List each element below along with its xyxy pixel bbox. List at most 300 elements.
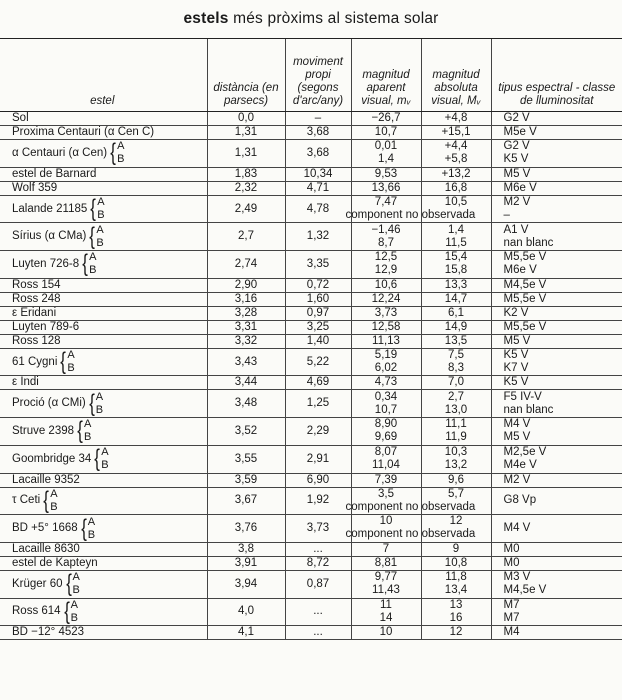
absolute-magnitude-lines: [426, 321, 487, 334]
brace-glyph: {: [94, 445, 101, 473]
absolute-magnitude-cell: [421, 473, 491, 487]
absolute-magnitude-cell: [421, 598, 491, 626]
table-row: [0, 251, 622, 279]
spectral-type-lines: [504, 349, 619, 375]
component-a: A: [97, 196, 105, 209]
spectral-type-value: nan blanc: [503, 236, 554, 249]
absolute-magnitude-cell: [421, 445, 491, 473]
absolute-magnitude-value: 9: [452, 542, 460, 555]
apparent-magnitude-value: 7,39: [374, 473, 398, 486]
proper-motion-cell: 1,92: [285, 487, 351, 515]
proper-motion-cell: 4,69: [285, 376, 351, 390]
absolute-magnitude-lines: [426, 251, 487, 277]
spectral-type-lines: [504, 224, 619, 250]
apparent-magnitude-lines: [356, 488, 417, 501]
component-b: B: [72, 584, 80, 597]
proper-motion-cell: 3,73: [285, 515, 351, 543]
star-name-cell: [0, 626, 207, 640]
absolute-magnitude-cell: [421, 251, 491, 279]
star-name-cell: [0, 126, 207, 140]
spectral-type-cell: [491, 278, 622, 292]
spectral-type-value: F5 IV-V: [503, 390, 542, 403]
apparent-magnitude-value: 11,43: [372, 584, 400, 597]
absolute-magnitude-value: 14,7: [444, 292, 468, 305]
proper-motion-cell: 3,35: [285, 251, 351, 279]
distance-cell: 3,31: [207, 320, 285, 334]
apparent-magnitude-value: 10: [379, 626, 393, 639]
proper-motion-cell: 2,91: [285, 445, 351, 473]
distance-cell: 3,44: [207, 376, 285, 390]
apparent-magnitude-lines: [356, 474, 417, 487]
absolute-magnitude-value: 9,6: [448, 473, 464, 486]
star-name-cell: [0, 376, 207, 390]
star-name: Lacaille 8630: [12, 542, 80, 555]
star-name-cell: [0, 167, 207, 181]
apparent-magnitude-lines: [356, 418, 417, 444]
absolute-magnitude-value: 13,4: [444, 584, 468, 597]
proper-motion-cell: ...: [285, 598, 351, 626]
apparent-magnitude-value: −26,7: [371, 112, 401, 124]
spectral-type-value: G2 V: [503, 112, 530, 124]
absolute-magnitude-value: 13,0: [444, 403, 468, 416]
spectral-type-cell: [491, 376, 622, 390]
spectral-type-lines: [504, 182, 619, 195]
spectral-type-lines: [504, 307, 619, 320]
absolute-magnitude-lines: [426, 488, 487, 501]
spectral-type-lines: [504, 571, 619, 597]
apparent-magnitude-lines: [356, 182, 417, 195]
star-name: Sol: [12, 112, 29, 124]
spectral-type-value: M7: [503, 598, 520, 611]
absolute-magnitude-lines: [426, 126, 487, 139]
spectral-type-value: K5 V: [503, 376, 529, 389]
absolute-magnitude-lines: [426, 391, 487, 417]
star-name: Struve 2398: [12, 424, 75, 437]
apparent-magnitude-lines: [356, 251, 417, 277]
apparent-magnitude-value: −1,46: [371, 223, 401, 236]
spectral-type-value: –: [503, 209, 510, 222]
spectral-type-cell: [491, 181, 622, 195]
apparent-magnitude-cell: [351, 112, 421, 126]
absolute-magnitude-cell: [421, 181, 491, 195]
spectral-type-value: M2,5e V: [503, 446, 547, 459]
spectral-type-value: M0: [503, 542, 520, 555]
apparent-magnitude-value: 8,7: [378, 236, 394, 249]
header-magnitud-aparent: magnitud aparent visual, mᵥ: [351, 39, 421, 112]
component-a: A: [67, 349, 75, 362]
header-magnitud-absoluta: magnitud absoluta visual, Mᵥ: [421, 39, 491, 112]
component-labels: [67, 349, 74, 375]
apparent-magnitude-cell: [351, 376, 421, 390]
spectral-type-cell: [491, 487, 622, 515]
apparent-magnitude-cell: [351, 445, 421, 473]
absolute-magnitude-value: 5,7: [448, 487, 464, 500]
spectral-type-value: M5e V: [503, 126, 537, 138]
brace-glyph: {: [80, 514, 87, 542]
table-row: [0, 515, 622, 543]
star-name: Krüger 60: [12, 577, 63, 590]
spectral-type-cell: [491, 112, 622, 126]
absolute-magnitude-cell: [421, 320, 491, 334]
component-b: B: [101, 459, 109, 472]
spectral-type-cell: [491, 140, 622, 168]
absolute-magnitude-lines: [426, 140, 487, 166]
component-labels: [101, 446, 108, 472]
component-a: A: [72, 571, 80, 584]
absolute-magnitude-value: +4,4: [444, 140, 468, 153]
spectral-type-lines: [504, 376, 619, 389]
proper-motion-cell: 3,68: [285, 126, 351, 140]
table-row: [0, 320, 622, 334]
absolute-magnitude-value: 13,5: [444, 334, 468, 347]
absolute-magnitude-value: 2,7: [448, 390, 464, 403]
apparent-magnitude-cell: [351, 292, 421, 306]
apparent-magnitude-lines: [356, 571, 417, 597]
table-row: [0, 292, 622, 306]
proper-motion-cell: 1,40: [285, 334, 351, 348]
distance-cell: 3,8: [207, 542, 285, 556]
absolute-magnitude-value: +15,1: [441, 126, 471, 138]
apparent-magnitude-value: 11: [380, 598, 392, 611]
distance-cell: 3,16: [207, 292, 285, 306]
component-b: B: [84, 431, 92, 444]
spectral-type-lines: [504, 112, 619, 125]
apparent-magnitude-lines: [356, 376, 417, 389]
spectral-type-lines: [504, 140, 619, 166]
table-row: [0, 278, 622, 292]
absolute-magnitude-cell: [421, 556, 491, 570]
apparent-magnitude-cell: [351, 140, 421, 168]
apparent-magnitude-value: 12,5: [374, 251, 398, 264]
star-name: Ross 248: [12, 292, 61, 305]
spectral-type-cell: [491, 334, 622, 348]
star-name: BD +5° 1668: [12, 522, 78, 535]
apparent-magnitude-value: 8,81: [374, 556, 398, 569]
star-name-cell: [0, 223, 207, 251]
nearest-stars-table: [0, 38, 622, 640]
apparent-magnitude-cell: [351, 626, 421, 640]
star-name: Ross 128: [12, 334, 61, 347]
star-name: Proció (α CMi): [12, 397, 86, 410]
star-name-cell: [0, 306, 207, 320]
spectral-type-value: K5 V: [503, 349, 529, 362]
component-note: component no observada: [345, 500, 476, 513]
star-name-cell: [0, 473, 207, 487]
star-name: 61 Cygni: [12, 355, 58, 368]
component-note: component no observada: [345, 528, 476, 541]
star-name: estel de Barnard: [12, 167, 97, 180]
apparent-magnitude-lines: [356, 626, 417, 639]
header-tipus-espectral: tipus espectral - classe de lluminositat: [491, 39, 622, 112]
brace-glyph: {: [82, 250, 88, 278]
brace-glyph: {: [63, 597, 70, 625]
star-name-cell: [0, 348, 207, 376]
spectral-type-cell: [491, 570, 622, 598]
absolute-magnitude-value: 13,3: [444, 278, 468, 291]
star-name-cell: [0, 278, 207, 292]
spectral-type-cell: [491, 167, 622, 181]
apparent-magnitude-cell: [351, 306, 421, 320]
header-estel: estel: [0, 39, 207, 112]
spectral-type-value: M2 V: [503, 196, 531, 209]
title-bold: estels: [183, 10, 229, 27]
component-labels: [89, 251, 96, 277]
star-name: Lacaille 9352: [12, 473, 80, 486]
star-name: τ Ceti: [12, 494, 41, 507]
spectral-type-cell: [491, 598, 622, 626]
apparent-magnitude-value: 0,34: [374, 390, 398, 403]
absolute-magnitude-lines: [426, 515, 487, 528]
proper-motion-cell: 5,22: [285, 348, 351, 376]
distance-cell: 1,83: [207, 167, 285, 181]
distance-cell: 3,52: [207, 418, 285, 446]
absolute-magnitude-cell: [421, 334, 491, 348]
proper-motion-cell: ...: [285, 542, 351, 556]
absolute-magnitude-value: 10,5: [444, 195, 468, 208]
distance-cell: 2,90: [207, 278, 285, 292]
table-row: [0, 418, 622, 446]
absolute-magnitude-lines: [426, 293, 487, 306]
table-row: [0, 140, 622, 168]
spectral-type-cell: [491, 195, 622, 223]
apparent-magnitude-lines: [356, 224, 417, 250]
table-body: [0, 112, 622, 640]
star-name-cell: [0, 418, 207, 446]
table-row: [0, 598, 622, 626]
table-row: [0, 445, 622, 473]
absolute-magnitude-lines: [426, 224, 487, 250]
apparent-magnitude-cell: [351, 598, 421, 626]
apparent-magnitude-lines: [356, 126, 417, 139]
apparent-magnitude-lines: [356, 112, 417, 125]
distance-cell: 3,94: [207, 570, 285, 598]
table-row: [0, 376, 622, 390]
proper-motion-cell: 1,32: [285, 223, 351, 251]
spectral-type-cell: [491, 556, 622, 570]
absolute-magnitude-cell: [421, 112, 491, 126]
table-row: [0, 473, 622, 487]
spectral-type-value: M4 V: [503, 522, 531, 535]
spectral-type-value: M5,5e V: [503, 292, 547, 305]
component-labels: [96, 391, 103, 417]
spectral-type-cell: [491, 445, 622, 473]
proper-motion-cell: 2,29: [285, 418, 351, 446]
apparent-magnitude-value: 10,6: [374, 278, 398, 291]
spectral-type-cell: [491, 626, 622, 640]
absolute-magnitude-value: 7,5: [448, 349, 464, 362]
star-name: Wolf 359: [12, 181, 58, 194]
proper-motion-cell: 0,97: [285, 306, 351, 320]
spectral-type-lines: [504, 196, 619, 222]
distance-cell: 3,32: [207, 334, 285, 348]
star-name-cell: [0, 487, 207, 515]
proper-motion-cell: 4,71: [285, 181, 351, 195]
apparent-magnitude-value: 7,47: [374, 195, 398, 208]
spectral-type-lines: [504, 168, 619, 181]
absolute-magnitude-lines: [426, 349, 487, 375]
spectral-type-value: M5,5e V: [503, 251, 547, 264]
spectral-type-cell: [491, 542, 622, 556]
apparent-magnitude-cell: [351, 181, 421, 195]
star-name-cell: [0, 515, 207, 543]
page-title: [0, 10, 622, 28]
absolute-magnitude-lines: [426, 543, 487, 556]
star-name: Lalande 21185: [12, 202, 88, 215]
apparent-magnitude-lines: [356, 515, 417, 528]
table-row: [0, 306, 622, 320]
absolute-magnitude-value: +4,8: [444, 112, 468, 124]
apparent-magnitude-value: 8,07: [374, 446, 398, 459]
absolute-magnitude-value: 7,0: [448, 376, 464, 389]
distance-cell: 4,1: [207, 626, 285, 640]
apparent-magnitude-lines: [356, 140, 417, 166]
absolute-magnitude-lines: [426, 571, 487, 597]
star-name: BD −12° 4523: [12, 626, 85, 639]
spectral-type-lines: [504, 446, 619, 472]
spectral-type-value: M6e V: [503, 181, 537, 194]
component-labels: [97, 196, 104, 222]
spectral-type-value: M4: [503, 626, 520, 639]
star-name-cell: [0, 556, 207, 570]
apparent-magnitude-cell: [351, 320, 421, 334]
spectral-type-value: M6e V: [503, 264, 537, 277]
table-row: [0, 348, 622, 376]
apparent-magnitude-value: 14: [379, 611, 393, 624]
absolute-magnitude-value: 10,8: [444, 556, 468, 569]
table-row: [0, 181, 622, 195]
absolute-magnitude-cell: [421, 140, 491, 168]
component-note: component no observada: [345, 208, 476, 221]
apparent-magnitude-value: 9,77: [374, 571, 398, 584]
distance-cell: 3,43: [207, 348, 285, 376]
table-row: [0, 334, 622, 348]
spectral-type-value: M5 V: [503, 431, 531, 444]
spectral-type-value: G2 V: [503, 140, 530, 153]
absolute-magnitude-cell: [421, 418, 491, 446]
component-a: A: [101, 446, 109, 459]
spectral-type-cell: [491, 473, 622, 487]
star-name: Ross 614: [12, 605, 61, 618]
star-name: Sírius (α CMa): [12, 230, 87, 243]
star-name-cell: [0, 445, 207, 473]
apparent-magnitude-cell: [351, 348, 421, 376]
apparent-magnitude-lines: [356, 391, 417, 417]
absolute-magnitude-cell: [421, 626, 491, 640]
star-name-cell: [0, 570, 207, 598]
absolute-magnitude-value: +13,2: [441, 167, 471, 180]
component-b: B: [117, 153, 125, 166]
absolute-magnitude-lines: [426, 474, 487, 487]
spectral-type-value: M4 V: [503, 418, 531, 431]
absolute-magnitude-lines: [426, 376, 487, 389]
apparent-magnitude-lines: [356, 446, 417, 472]
absolute-magnitude-value: 13: [449, 598, 463, 611]
component-b: B: [87, 528, 96, 541]
absolute-magnitude-lines: [426, 626, 487, 639]
star-name: Luyten 789-6: [12, 320, 80, 333]
distance-cell: 1,31: [207, 126, 285, 140]
table-row: [0, 626, 622, 640]
apparent-magnitude-lines: [356, 557, 417, 570]
spectral-type-cell: [491, 306, 622, 320]
distance-cell: 3,76: [207, 515, 285, 543]
absolute-magnitude-cell: [421, 376, 491, 390]
brace-glyph: {: [43, 486, 50, 514]
spectral-type-value: nan blanc: [503, 403, 554, 416]
apparent-magnitude-lines: [356, 168, 417, 181]
distance-cell: 0,0: [207, 112, 285, 126]
absolute-magnitude-value: 16,8: [444, 181, 468, 194]
component-labels: [71, 599, 78, 625]
apparent-magnitude-value: 5,19: [374, 349, 398, 362]
apparent-magnitude-lines: [356, 196, 417, 209]
header-moviment-propi: moviment propi (segons d'arc/any): [285, 39, 351, 112]
star-name-cell: [0, 181, 207, 195]
proper-motion-cell: 0,87: [285, 570, 351, 598]
component-b: B: [97, 209, 105, 222]
absolute-magnitude-value: +5,8: [444, 153, 468, 166]
brace-glyph: {: [88, 389, 95, 417]
table-row: [0, 487, 622, 515]
apparent-magnitude-value: 4,73: [374, 376, 398, 389]
absolute-magnitude-lines: [426, 307, 487, 320]
distance-cell: 3,91: [207, 556, 285, 570]
proper-motion-cell: –: [285, 112, 351, 126]
star-name-cell: [0, 112, 207, 126]
component-labels: [84, 418, 91, 444]
spectral-type-value: M0: [503, 556, 520, 569]
absolute-magnitude-cell: [421, 390, 491, 418]
proper-motion-cell: 1,25: [285, 390, 351, 418]
absolute-magnitude-lines: [426, 446, 487, 472]
absolute-magnitude-value: 12: [449, 626, 463, 639]
apparent-magnitude-value: 13,66: [371, 181, 401, 194]
spectral-type-lines: [504, 557, 619, 570]
absolute-magnitude-value: 16: [449, 611, 463, 624]
absolute-magnitude-cell: [421, 278, 491, 292]
apparent-magnitude-cell: [351, 570, 421, 598]
component-a: A: [95, 390, 104, 403]
proper-motion-cell: 4,78: [285, 195, 351, 223]
proper-motion-cell: 3,25: [285, 320, 351, 334]
spectral-type-cell: [491, 418, 622, 446]
proper-motion-cell: 1,60: [285, 292, 351, 306]
star-name-cell: [0, 195, 207, 223]
star-name: α Centauri (α Cen): [12, 146, 108, 159]
absolute-magnitude-value: 10,3: [444, 446, 468, 459]
distance-cell: 2,32: [207, 181, 285, 195]
apparent-magnitude-value: 1,4: [378, 153, 394, 166]
table-header-row: [0, 39, 622, 112]
distance-cell: 4,0: [207, 598, 285, 626]
apparent-magnitude-lines: [356, 335, 417, 348]
star-name: estel de Kapteyn: [12, 556, 98, 569]
apparent-magnitude-cell: [351, 542, 421, 556]
spectral-type-value: M5,5e V: [503, 320, 547, 333]
component-a: A: [89, 251, 97, 264]
apparent-magnitude-value: 11,04: [372, 459, 400, 472]
brace-glyph: {: [77, 417, 83, 445]
table-row: [0, 542, 622, 556]
component-b: B: [67, 362, 75, 375]
apparent-magnitude-cell: [351, 418, 421, 446]
apparent-magnitude-value: 10,7: [374, 403, 398, 416]
apparent-magnitude-cell: [351, 251, 421, 279]
proper-motion-cell: ...: [285, 626, 351, 640]
spectral-type-lines: [504, 251, 619, 277]
component-a: A: [96, 223, 104, 236]
proper-motion-cell: 0,72: [285, 278, 351, 292]
